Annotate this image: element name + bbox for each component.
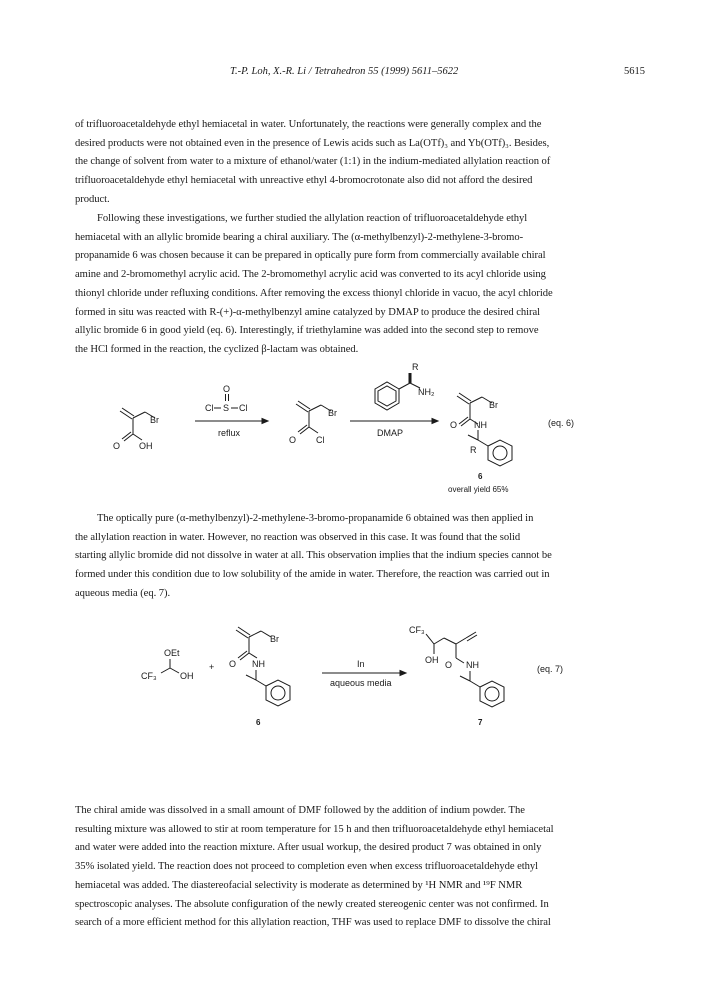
svg-text:Br: Br	[328, 408, 337, 418]
text-line: hemiacetal with an allylic bromide bearing a chiral auxiliary. The (α-methylbenzyl)-2-methylene-3-bromo-	[75, 231, 524, 243]
equation-number: (eq. 7)	[537, 664, 564, 674]
plus-sign: +	[209, 662, 215, 672]
text-line: the allylation reaction in water. However, no reaction was observed in this case. It was found that the solid	[75, 531, 521, 543]
svg-text:NH: NH	[474, 420, 487, 430]
bromo-label: Br	[150, 415, 159, 425]
text-line: propanamide 6 was chosen because it can be prepared in optically pure form from commercially available chiral	[75, 250, 546, 262]
svg-text:Br: Br	[270, 634, 279, 644]
svg-text:R: R	[470, 445, 477, 455]
paragraph-4	[75, 802, 646, 933]
text-line: Following these investigations, we further studied the allylation reaction of trifluoroacetaldehyde ethyl	[97, 213, 528, 224]
text-line: starting allylic bromide did not dissolve in water at all. This observation implies that the indium species cannot be	[75, 550, 552, 562]
text-line: resulting mixture was allowed to stir at room temperature for 15 h and then trifluoroacetaldehyde ethyl hemiacetal	[75, 823, 554, 835]
running-title: T.-P. Loh, X.-R. Li / Tetrahedron 55 (1999) 5611–5622	[230, 66, 459, 77]
acyl-chloride-structure	[289, 401, 337, 445]
homoallylic-alcohol-product-7	[409, 625, 504, 707]
compound-number: 6	[478, 472, 483, 481]
arrowhead	[400, 671, 406, 676]
text-line: the HCl formed in the reaction, the cyclized β-lactam was obtained.	[75, 343, 359, 355]
text-line: hemiacetal was added. The diastereofacial selectivity is moderate as determined by ¹H NMR and ¹⁹F NMR	[75, 879, 523, 891]
paragraph-1	[75, 116, 646, 210]
running-header	[75, 66, 645, 82]
text-line: 35% isolated yield. The reaction does not proceed to completion even when excess trifluoroacetaldehyde ethyl	[75, 861, 539, 873]
text-line: formed under this condition due to low solubility of the amide in water. Therefore, the reaction was carried out in	[75, 569, 550, 581]
svg-text:CF₃: CF₃	[409, 625, 425, 635]
svg-text:O: O	[223, 384, 231, 394]
amide-6-structure	[229, 627, 290, 706]
conditions-label: aqueous media	[330, 678, 392, 688]
svg-text:S: S	[223, 403, 230, 413]
text-line: of trifluoroacetaldehyde ethyl hemiacetal in water. Unfortunately, the reactions were generally complex and the	[75, 119, 542, 130]
svg-text:OH: OH	[180, 671, 194, 681]
reaction-scheme-eq7	[0, 612, 720, 772]
hemiacetal-structure	[141, 648, 194, 681]
text-line: formed in situ was reacted with R-(+)-α-methylbenzyl amine catalyzed by DMAP to produce the desired chiral	[75, 306, 541, 318]
acrylic-acid-structure	[113, 408, 159, 451]
text-line: the change of solvent from water to a mixture of ethanol/water (1:1) in the indium-mediated allylation reaction of	[75, 156, 551, 168]
text-line: thionyl chloride under refluxing conditions. After removing the excess thionyl chloride in vacuo, the acyl chloride	[75, 287, 553, 299]
svg-text:Cl: Cl	[316, 435, 325, 445]
text-line: trifluoroacetaldehyde ethyl hemiacetal with unreactive ethyl 4-bromocrotonate also did not afford the desired	[75, 175, 533, 187]
amide-product-6	[450, 393, 512, 466]
svg-text:NH: NH	[252, 659, 265, 669]
text-line: spectroscopic analyses. The absolute configuration of the newly created stereogenic center was not confirmed. In	[75, 898, 549, 910]
svg-text:O: O	[445, 660, 453, 670]
equation-number: (eq. 6)	[548, 418, 575, 428]
methylbenzylamine-reagent	[375, 362, 435, 410]
text-line: The chiral amide was dissolved in a small amount of DMF followed by the addition of indium powder. The	[75, 805, 525, 816]
reaction-scheme-eq6	[0, 356, 720, 496]
hydroxyl-label: OH	[139, 441, 153, 451]
svg-text:Br: Br	[489, 400, 498, 410]
reagent-label: In	[357, 659, 365, 669]
compound-number: 6	[256, 718, 261, 727]
reflux-label: reflux	[218, 428, 241, 438]
svg-text:NH: NH	[466, 660, 479, 670]
page-number: 5615	[624, 66, 645, 77]
svg-text:O: O	[229, 659, 237, 669]
svg-text:O: O	[450, 420, 458, 430]
svg-text:OH: OH	[425, 655, 439, 665]
text-line: search of a more efficient method for this allylation reaction, THF was used to replace DMF to dissolve the chiral	[75, 917, 551, 929]
dmap-label: DMAP	[377, 428, 404, 438]
svg-text:O: O	[289, 435, 297, 445]
arrowhead	[262, 419, 268, 424]
text-line: The optically pure (α-methylbenzyl)-2-methylene-3-bromo-propanamide 6 obtained was then applied in	[97, 513, 534, 524]
svg-text:Cl: Cl	[205, 403, 214, 413]
text-line: desired products were not obtained even in the presence of Lewis acids such as La(OTf)₃ and Yb(OTf)₃. Besides,	[75, 137, 550, 149]
thionyl-chloride-reagent	[205, 384, 248, 413]
svg-text:NH₂: NH₂	[418, 387, 435, 397]
text-line: product.	[75, 193, 110, 205]
arrowhead	[432, 419, 438, 424]
text-line: and water were added into the reaction mixture. After usual workup, the desired product 7 was obtained in only	[75, 842, 542, 854]
text-line: amine and 2-bromomethyl acrylic acid. The 2-bromomethyl acrylic acid was converted to its acyl chloride using	[75, 269, 546, 281]
svg-text:R: R	[412, 362, 419, 372]
compound-number: 7	[478, 718, 483, 727]
text-line: aqueous media (eq. 7).	[75, 587, 171, 599]
paragraph-3	[75, 510, 646, 604]
svg-text:CF₃: CF₃	[141, 671, 157, 681]
yield-label: overall yield 65%	[448, 485, 509, 494]
oxygen-label: O	[113, 441, 121, 451]
text-line: allylic bromide 6 in good yield (eq. 6). Interestingly, if triethylamine was added into the second step to remove	[75, 325, 539, 337]
paragraph-2	[75, 210, 646, 360]
svg-text:Cl: Cl	[239, 403, 248, 413]
svg-text:OEt: OEt	[164, 648, 180, 658]
